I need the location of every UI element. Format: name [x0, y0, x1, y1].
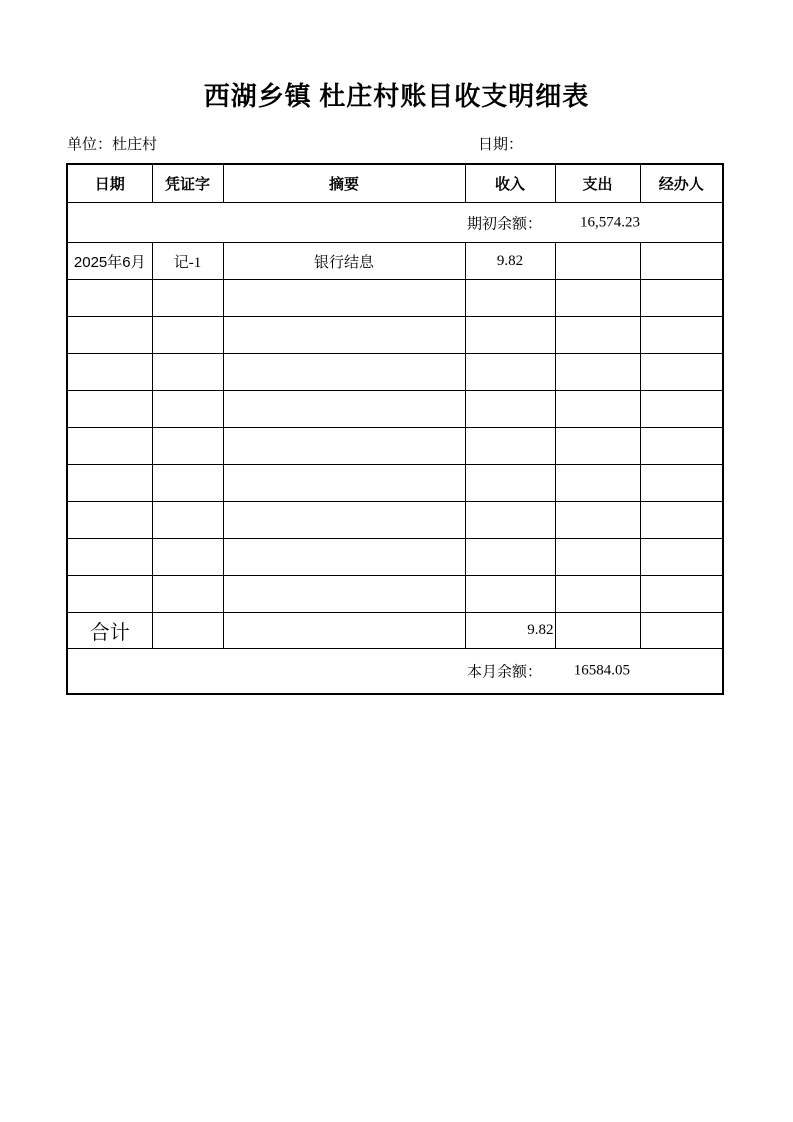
cell-date — [67, 280, 152, 317]
closing-balance-label: 本月余额： — [466, 664, 542, 681]
cell-voucher — [152, 391, 223, 428]
cell-date — [67, 502, 152, 539]
total-expense-cell — [555, 613, 640, 649]
cell-handler — [640, 243, 723, 280]
closing-balance-row — [67, 649, 723, 695]
cell-date — [67, 576, 152, 613]
cell-voucher — [152, 465, 223, 502]
cell-handler — [640, 539, 723, 576]
cell-voucher — [152, 280, 223, 317]
column-header-income: 收入 — [465, 164, 555, 203]
cell-handler — [640, 465, 723, 502]
unit-value: 杜庄村 — [112, 137, 158, 153]
table-row — [67, 465, 723, 502]
opening-balance-value: 16,574.23 — [580, 214, 640, 230]
opening-balance-cell — [67, 203, 723, 243]
table-row — [67, 502, 723, 539]
cell-handler — [640, 280, 723, 317]
cell-expense — [555, 280, 640, 317]
cell-handler — [640, 354, 723, 391]
column-header-summary: 摘要 — [223, 164, 465, 203]
table-row — [67, 576, 723, 613]
cell-income — [465, 354, 555, 391]
total-row — [67, 613, 723, 649]
ledger-table — [66, 163, 724, 695]
cell-income — [465, 539, 555, 576]
cell-summary — [223, 391, 465, 428]
table-row — [67, 243, 723, 280]
cell-date — [67, 391, 152, 428]
table-row — [67, 391, 723, 428]
cell-summary — [223, 576, 465, 613]
column-header-handler: 经办人 — [640, 164, 723, 203]
table-row — [67, 539, 723, 576]
cell-income — [465, 317, 555, 354]
table-row — [67, 354, 723, 391]
cell-summary — [223, 280, 465, 317]
column-header-date: 日期 — [67, 164, 152, 203]
cell-voucher: 记-1 — [152, 243, 223, 280]
cell-date: 2025年6月 — [67, 243, 152, 280]
table-row — [67, 280, 723, 317]
cell-expense — [555, 428, 640, 465]
opening-balance-label: 期初余额： — [466, 216, 542, 232]
cell-summary — [223, 317, 465, 354]
cell-voucher — [152, 428, 223, 465]
cell-income: 9.82 — [465, 243, 555, 280]
column-header-expense: 支出 — [555, 164, 640, 203]
cell-expense — [555, 465, 640, 502]
cell-date — [67, 465, 152, 502]
cell-summary — [223, 465, 465, 502]
cell-expense — [555, 317, 640, 354]
cell-date — [67, 428, 152, 465]
cell-handler — [640, 502, 723, 539]
cell-income — [465, 465, 555, 502]
cell-handler — [640, 391, 723, 428]
cell-date — [67, 539, 152, 576]
date-label: 日期： — [478, 137, 524, 153]
column-header-voucher: 凭证字 — [152, 164, 223, 203]
cell-expense — [555, 539, 640, 576]
opening-balance-row — [67, 203, 723, 243]
cell-expense — [555, 502, 640, 539]
cell-voucher — [152, 576, 223, 613]
total-handler-cell — [640, 613, 723, 649]
cell-summary — [223, 539, 465, 576]
total-voucher-cell — [152, 613, 223, 649]
cell-income — [465, 576, 555, 613]
closing-balance-value: 16584.05 — [573, 662, 630, 679]
cell-summary — [223, 502, 465, 539]
cell-expense — [555, 243, 640, 280]
cell-voucher — [152, 539, 223, 576]
cell-income — [465, 280, 555, 317]
total-label: 合计 — [67, 613, 152, 649]
unit-label: 单位： — [67, 137, 113, 153]
cell-handler — [640, 576, 723, 613]
closing-balance-cell — [67, 649, 723, 695]
cell-expense — [555, 354, 640, 391]
cell-income — [465, 502, 555, 539]
cell-handler — [640, 317, 723, 354]
cell-summary — [223, 354, 465, 391]
page-title: 西湖乡镇 杜庄村账目收支明细表 — [203, 82, 590, 111]
meta-line — [0, 133, 793, 153]
cell-voucher — [152, 502, 223, 539]
cell-expense — [555, 391, 640, 428]
cell-handler — [640, 428, 723, 465]
cell-voucher — [152, 317, 223, 354]
table-row — [67, 317, 723, 354]
cell-summary — [223, 428, 465, 465]
cell-voucher — [152, 354, 223, 391]
total-summary-cell — [223, 613, 465, 649]
ledger-table-wrapper — [66, 163, 724, 695]
cell-summary: 银行结息 — [223, 243, 465, 280]
cell-income — [465, 391, 555, 428]
total-income-value: 9.82 — [465, 613, 555, 649]
cell-date — [67, 317, 152, 354]
header-row — [67, 164, 723, 203]
cell-date — [67, 354, 152, 391]
cell-income — [465, 428, 555, 465]
cell-expense — [555, 576, 640, 613]
table-row — [67, 428, 723, 465]
